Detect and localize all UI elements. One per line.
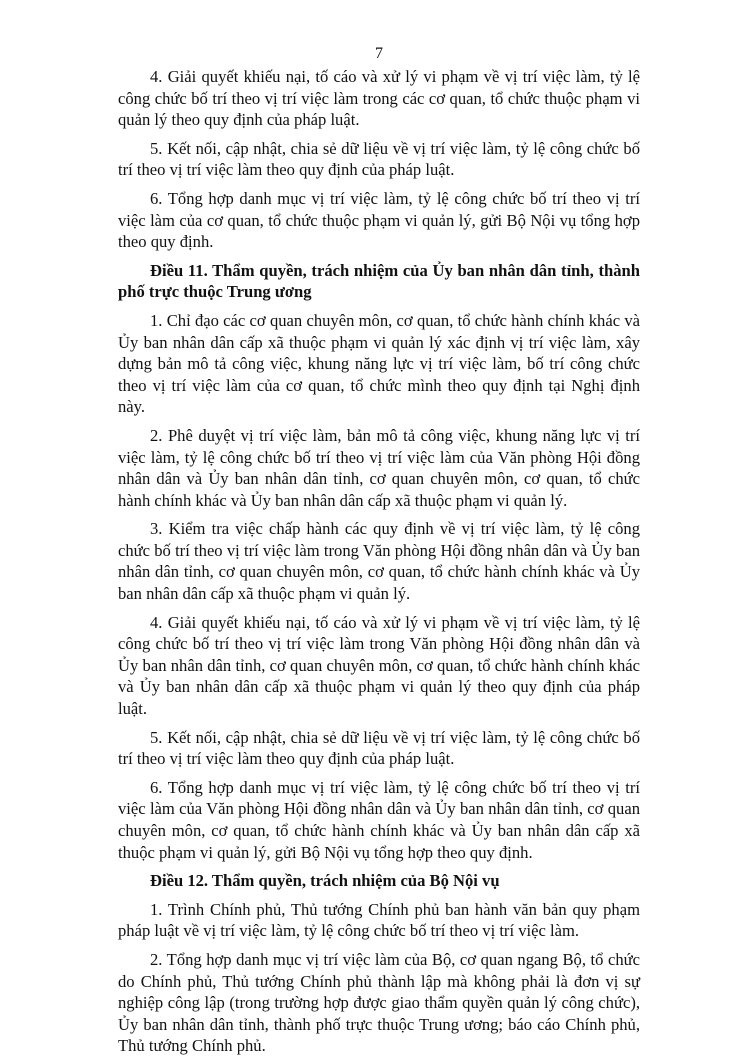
article-12-heading: Điều 12. Thẩm quyền, trách nhiệm của Bộ Nội vụ	[150, 871, 500, 891]
page-number: 7	[375, 45, 383, 62]
paragraph: 5. Kết nối, cập nhật, chia sẻ dữ liệu về vị trí việc làm, tỷ lệ công chức bố trí theo vị trí việc làm theo quy định của pháp luật.	[118, 138, 640, 180]
paragraph: 2. Tổng hợp danh mục vị trí việc làm của Bộ, cơ quan ngang Bộ, tổ chức do Chính phủ, Thủ tướng Chính phủ thành lập mà không phải là đơn vị sự nghiệp công lập (trong trường hợp được giao thẩm quyền quản lý công chức), Ủy ban nhân dân tỉnh, thành phố trực thuộc Trung ương; báo cáo Chính phủ, Thủ tướng Chính phủ.	[118, 949, 640, 1056]
paragraph: 4. Giải quyết khiếu nại, tố cáo và xử lý vi phạm về vị trí việc làm, tỷ lệ công chức bố trí theo vị trí việc làm trong Văn phòng Hội đồng nhân dân và Ủy ban nhân dân tỉnh, cơ quan chuyên môn, cơ quan, tổ chức hành chính khác và Ủy ban nhân dân cấp xã thuộc phạm vi quản lý theo quy định của pháp luật.	[118, 612, 640, 719]
paragraph: 5. Kết nối, cập nhật, chia sẻ dữ liệu về vị trí việc làm, tỷ lệ công chức bố trí theo vị trí việc làm theo quy định của pháp luật.	[118, 727, 640, 769]
paragraph: 1. Trình Chính phủ, Thủ tướng Chính phủ ban hành văn bản quy phạm pháp luật về vị trí việc làm, tỷ lệ công chức bố trí theo vị trí việc làm.	[118, 899, 640, 941]
paragraph: 6. Tổng hợp danh mục vị trí việc làm, tỷ lệ công chức bố trí theo vị trí việc làm của cơ quan, tổ chức thuộc phạm vi quản lý, gửi Bộ Nội vụ tổng hợp theo quy định.	[118, 188, 640, 252]
article-11-heading: Điều 11. Thẩm quyền, trách nhiệm của Ủy ban nhân dân tỉnh, thành phố trực thuộc Trung ương	[118, 260, 640, 302]
paragraph: 4. Giải quyết khiếu nại, tố cáo và xử lý vi phạm về vị trí việc làm, tỷ lệ công chức bố trí theo vị trí việc làm trong các cơ quan, tổ chức thuộc phạm vi quản lý theo quy định của pháp luật.	[118, 67, 640, 130]
paragraph: 6. Tổng hợp danh mục vị trí việc làm, tỷ lệ công chức bố trí theo vị trí việc làm của Văn phòng Hội đồng nhân dân và Ủy ban nhân dân tỉnh, cơ quan chuyên môn, cơ quan, tổ chức hành chính khác và Ủy ban nhân dân cấp xã thuộc phạm vi quản lý, gửi Bộ Nội vụ tổng hợp theo quy định.	[118, 777, 640, 862]
paragraph: 1. Chỉ đạo các cơ quan chuyên môn, cơ quan, tổ chức hành chính khác và Ủy ban nhân dân cấp xã thuộc phạm vi quản lý xác định vị trí việc làm, xây dựng bản mô tả công việc, khung năng lực vị trí việc làm, bố trí công chức theo vị trí việc làm của cơ quan, tổ chức mình theo quy định tại Nghị định này.	[118, 310, 640, 417]
paragraph: 2. Phê duyệt vị trí việc làm, bản mô tả công việc, khung năng lực vị trí việc làm, tỷ lệ công chức bố trí theo vị trí việc làm của Văn phòng Hội đồng nhân dân và Ủy ban nhân dân tỉnh, cơ quan chuyên môn, cơ quan, tổ chức hành chính khác và Ủy ban nhân dân cấp xã thuộc phạm vi quản lý.	[118, 425, 640, 510]
paragraph: 3. Kiểm tra việc chấp hành các quy định về vị trí việc làm, tỷ lệ công chức bố trí theo vị trí việc làm trong Văn phòng Hội đồng nhân dân và Ủy ban nhân dân tỉnh, cơ quan chuyên môn, cơ quan, tổ chức hành chính khác và Ủy ban nhân dân cấp xã thuộc phạm vi quản lý.	[118, 519, 640, 604]
